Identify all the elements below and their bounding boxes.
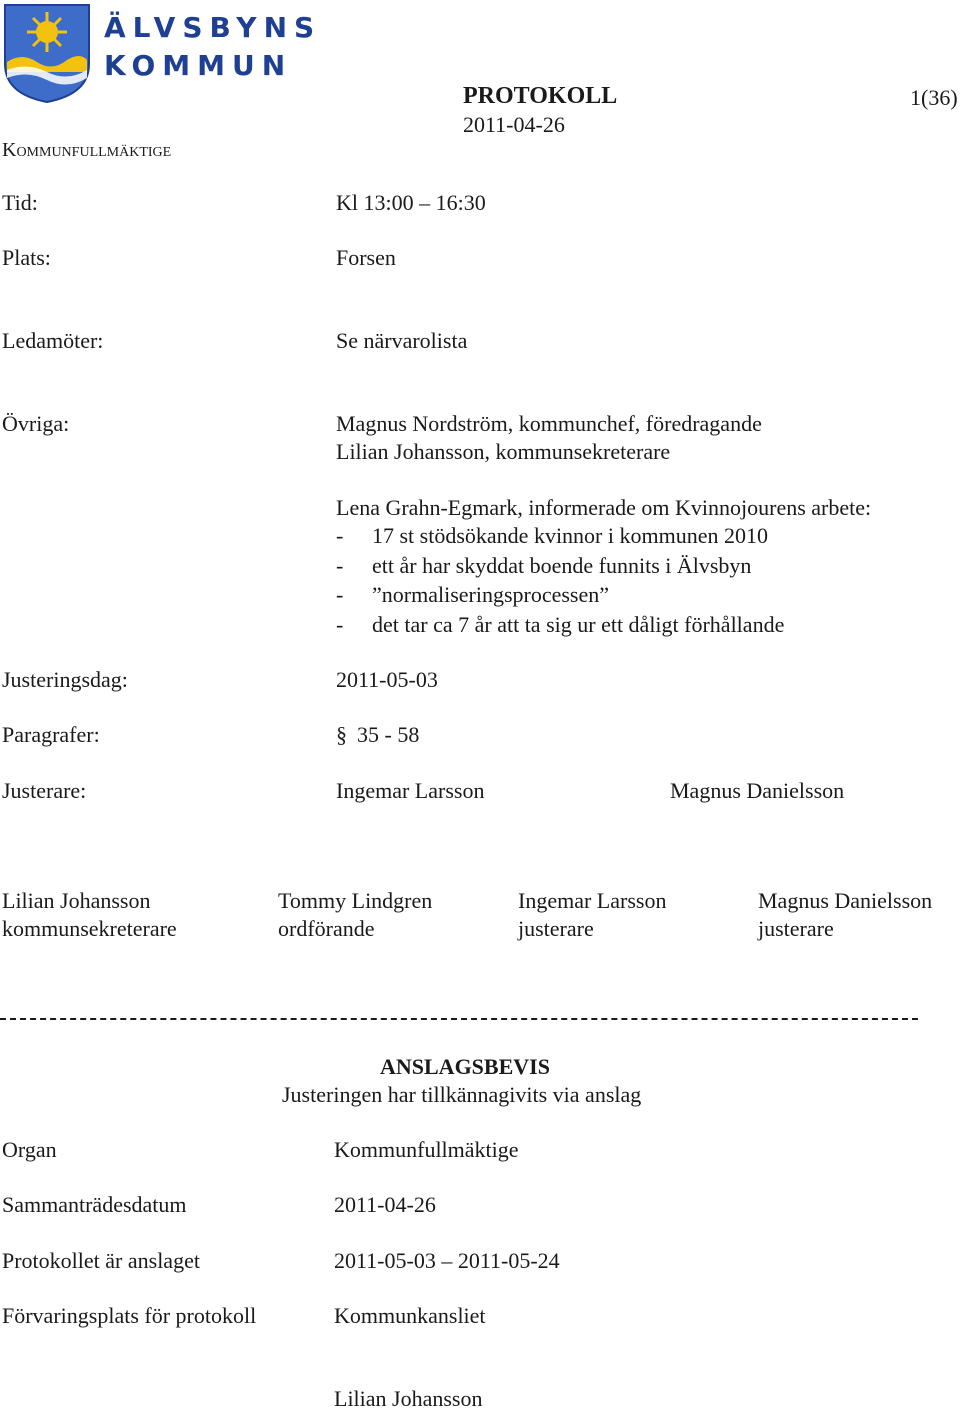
org-name-line2: KOMMUN	[104, 49, 293, 82]
signature-name: Magnus Danielsson	[758, 888, 933, 913]
members-value: Se närvarolista	[336, 328, 468, 353]
place-value: Forsen	[336, 245, 396, 270]
section-sign: §	[336, 722, 347, 747]
info-bullet: -	[336, 523, 344, 548]
organ-value: Kommunfullmäktige	[334, 1137, 519, 1162]
signature-role: kommunsekreterare	[2, 916, 177, 941]
paragraphs-label: Paragrafer:	[2, 722, 100, 747]
members-label: Ledamöter:	[2, 328, 104, 353]
adjuster-name: Ingemar Larsson	[336, 778, 485, 803]
notice-signer: Lilian Johansson	[334, 1386, 483, 1411]
meeting-date-value: 2011-04-26	[334, 1192, 436, 1217]
storage-label: Förvaringsplats för protokoll	[2, 1303, 257, 1328]
place-label: Plats:	[2, 245, 51, 270]
others-label: Övriga:	[2, 411, 70, 436]
others-item: Magnus Nordström, kommunchef, föredragande	[336, 411, 762, 436]
others-item: Lilian Johansson, kommunsekreterare	[336, 439, 671, 464]
posted-label: Protokollet är anslaget	[2, 1248, 200, 1273]
info-point: det tar ca 7 år att ta sig ur ett dåligt förhållande	[372, 612, 785, 637]
cut-line-divider	[0, 1018, 918, 1020]
time-label: Tid:	[2, 190, 38, 215]
signature-name: Tommy Lindgren	[278, 888, 433, 913]
paragraphs-value-wrap	[336, 721, 419, 749]
signature-name: Lilian Johansson	[2, 888, 151, 913]
storage-value: Kommunkansliet	[334, 1303, 486, 1328]
signature-role: justerare	[518, 916, 594, 941]
adjust-day-value: 2011-05-03	[336, 667, 438, 692]
department-name: Kommunfullmäktige	[2, 139, 172, 161]
page-number: 1(36)	[910, 85, 958, 110]
org-name-line1: ÄLVSBYNS	[104, 11, 322, 44]
signature-role: justerare	[758, 916, 834, 941]
paragraphs-value: 35 - 58	[357, 722, 420, 747]
info-point: ett år har skyddat boende funnits i Älvsbyn	[372, 553, 752, 578]
adjust-day-label: Justeringsdag:	[2, 667, 128, 692]
info-bullet: -	[336, 553, 344, 578]
organ-label: Organ	[2, 1137, 57, 1162]
municipality-coat-of-arms-logo	[2, 2, 92, 104]
info-point: ”normaliseringsprocessen”	[372, 582, 610, 607]
signature-name: Ingemar Larsson	[518, 888, 667, 913]
info-bullet: -	[336, 582, 344, 607]
notice-title: ANSLAGSBEVIS	[380, 1054, 550, 1079]
doc-type-title: PROTOKOLL	[463, 83, 618, 109]
notice-subtitle: Justeringen har tillkännagivits via anslag	[282, 1082, 642, 1107]
info-bullet: -	[336, 612, 344, 637]
adjusters-label: Justerare:	[2, 778, 87, 803]
signature-role: ordförande	[278, 916, 375, 941]
time-value: Kl 13:00 – 16:30	[336, 190, 486, 215]
doc-date: 2011-04-26	[463, 112, 565, 137]
adjuster-name: Magnus Danielsson	[670, 778, 845, 803]
info-intro: Lena Grahn-Egmark, informerade om Kvinnojourens arbete:	[336, 495, 872, 520]
meeting-date-label: Sammanträdesdatum	[2, 1192, 187, 1217]
info-point: 17 st stödsökande kvinnor i kommunen 2010	[372, 523, 768, 548]
posted-value: 2011-05-03 – 2011-05-24	[334, 1248, 560, 1273]
